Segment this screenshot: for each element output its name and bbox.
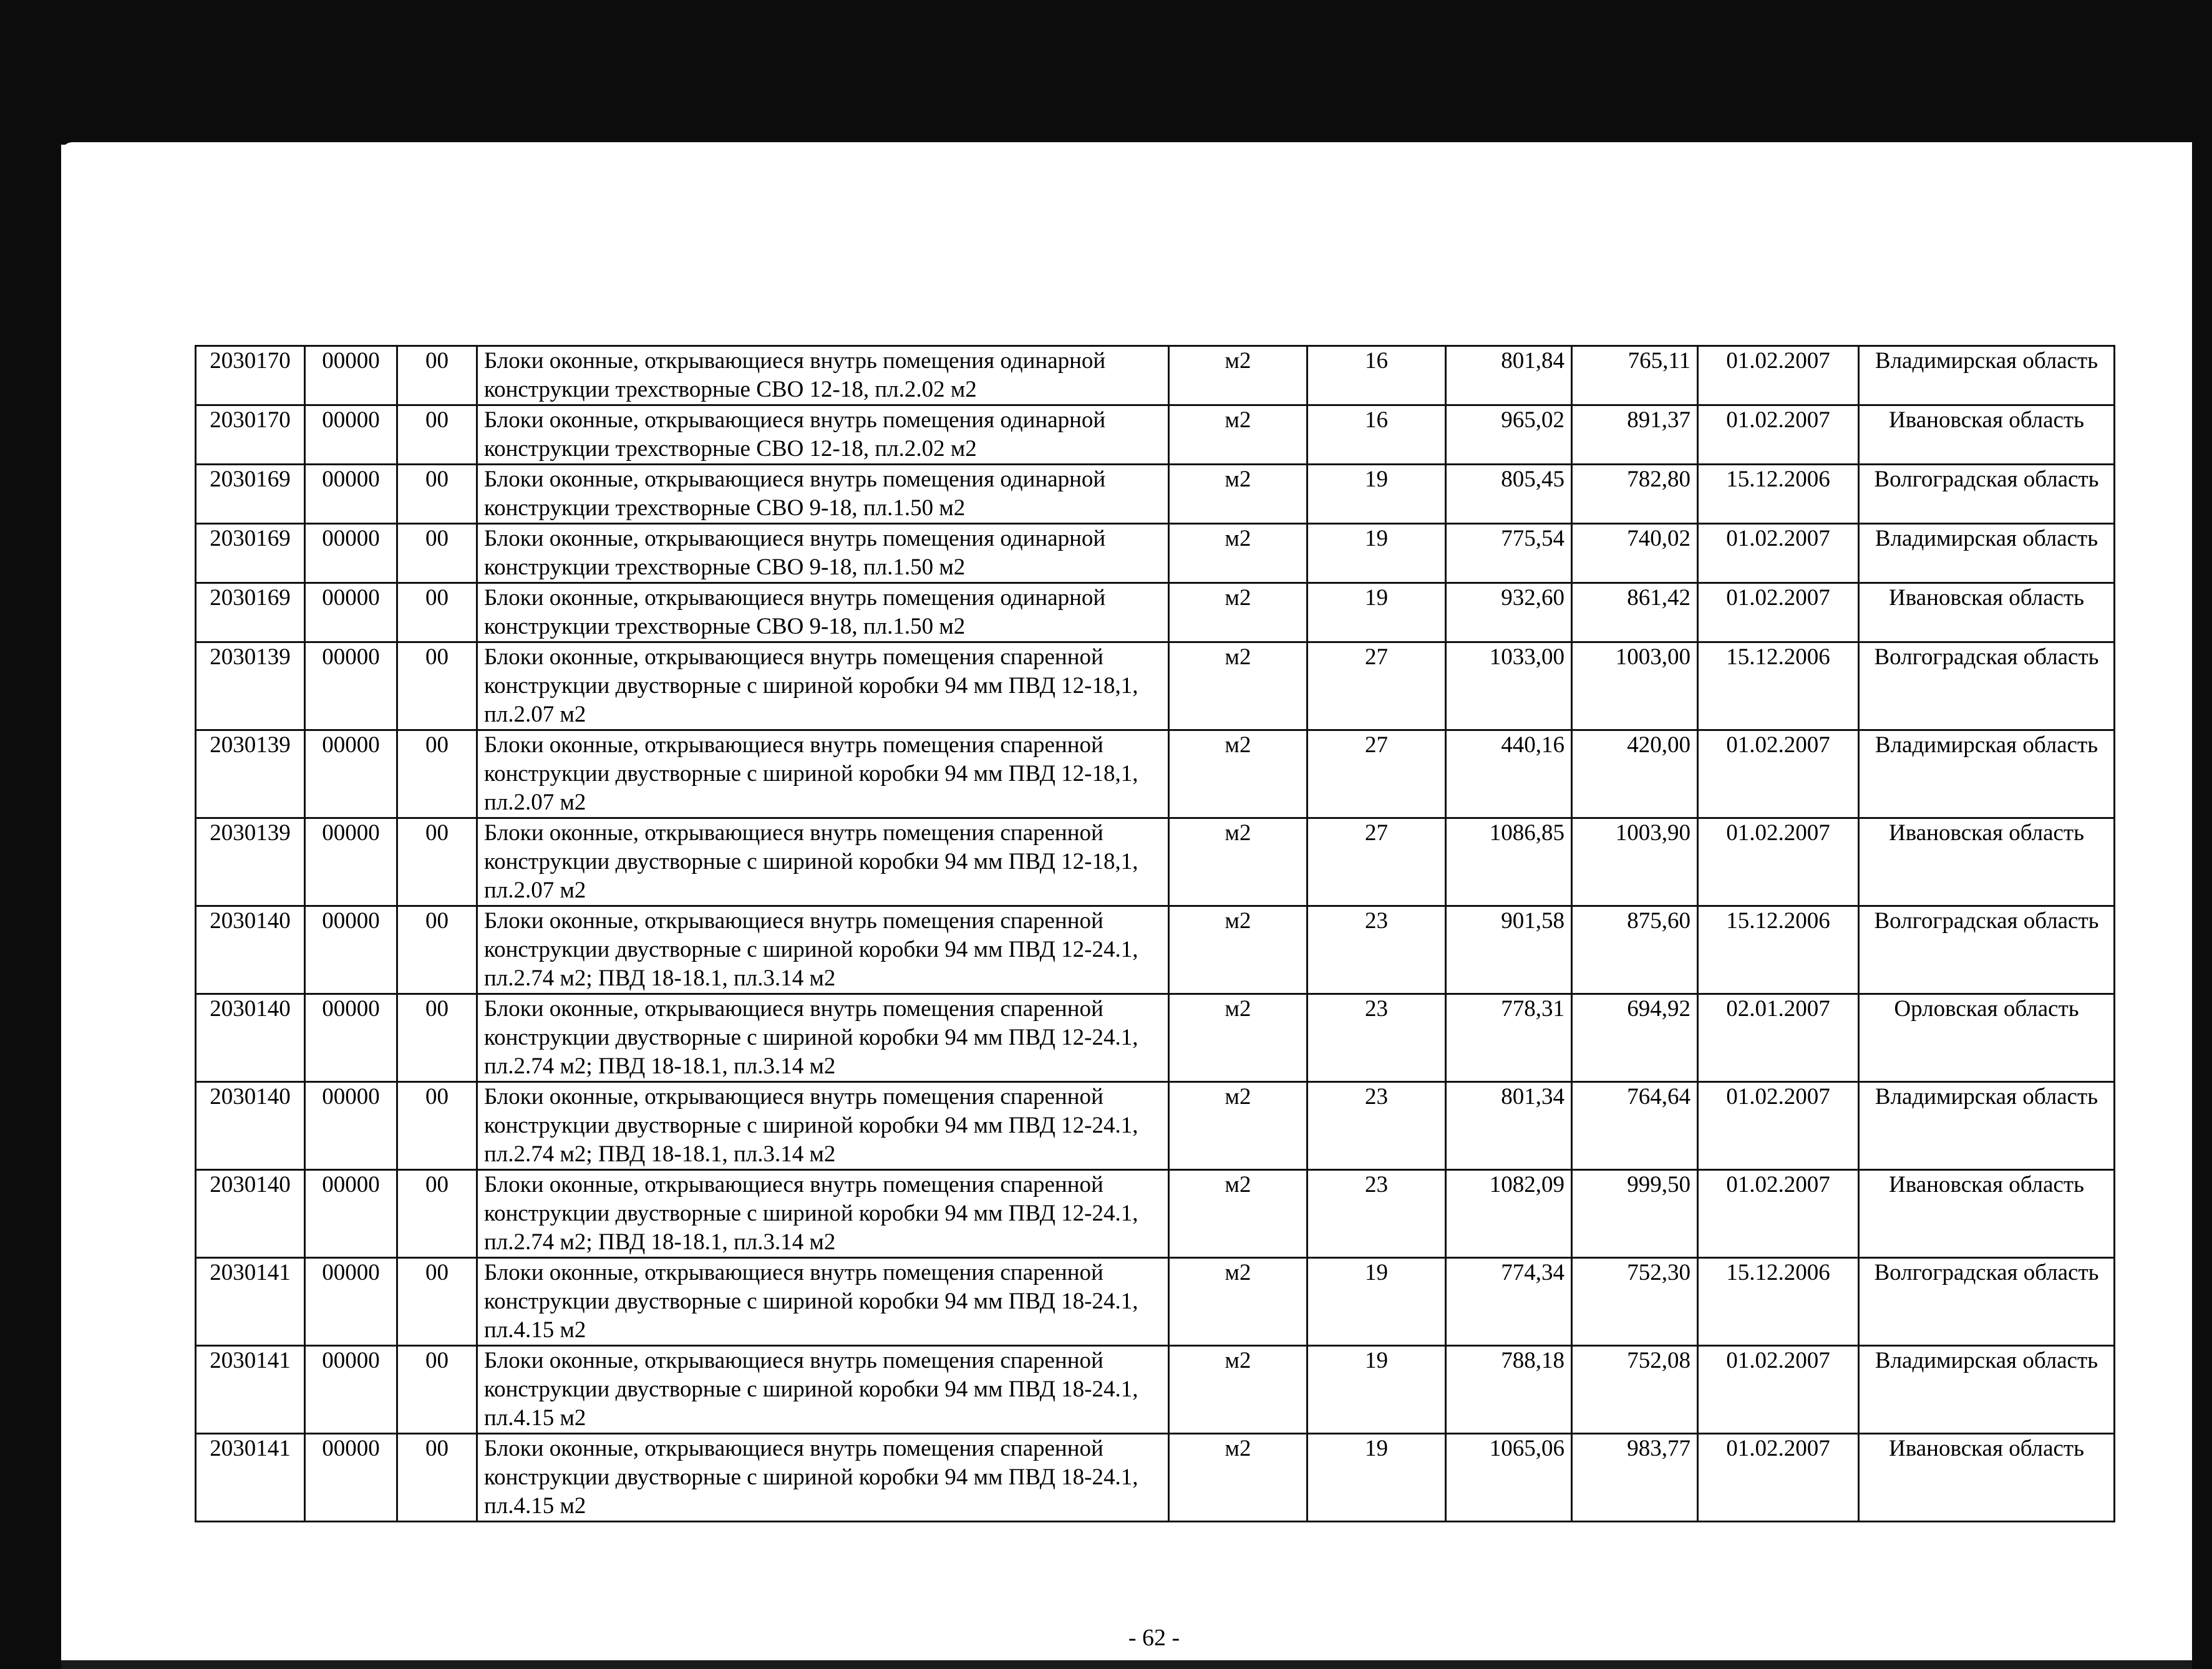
cell-subcode-2: 00 (397, 524, 477, 583)
cell-region: Ивановская область (1859, 583, 2115, 642)
cell-price-with-vat: 774,34 (1446, 1258, 1572, 1346)
cell-unit: м2 (1169, 346, 1307, 405)
cell-subcode: 00000 (305, 405, 397, 465)
cell-price: 694,92 (1572, 994, 1698, 1082)
cell-price: 752,08 (1572, 1346, 1698, 1434)
cell-date: 15.12.2006 (1698, 642, 1859, 730)
cell-region: Владимирская область (1859, 1082, 2115, 1170)
cell-price: 983,77 (1572, 1434, 1698, 1522)
cell-description: Блоки оконные, открывающиеся внутрь помещения спаренной конструкции двустворные с шириной коробки 94 мм ПВД 18-24.1, пл.4.15 м2 (477, 1258, 1169, 1346)
cell-unit: м2 (1169, 1170, 1307, 1258)
page-number: - 62 - (1128, 1625, 1180, 1651)
cell-subcode-2: 00 (397, 730, 477, 818)
cell-price-with-vat: 965,02 (1446, 405, 1572, 465)
cell-date: 01.02.2007 (1698, 405, 1859, 465)
cell-code: 2030169 (196, 465, 305, 524)
cell-unit: м2 (1169, 906, 1307, 994)
cell-quantity: 19 (1307, 465, 1446, 524)
price-table (195, 345, 2115, 1522)
cell-date: 01.02.2007 (1698, 818, 1859, 906)
cell-code: 2030170 (196, 346, 305, 405)
cell-date: 01.02.2007 (1698, 583, 1859, 642)
cell-date: 01.02.2007 (1698, 346, 1859, 405)
cell-unit: м2 (1169, 1346, 1307, 1434)
cell-code: 2030140 (196, 1170, 305, 1258)
scan-border-bottom (61, 1660, 2192, 1669)
cell-date: 15.12.2006 (1698, 906, 1859, 994)
cell-subcode-2: 00 (397, 346, 477, 405)
cell-date: 15.12.2006 (1698, 1258, 1859, 1346)
cell-unit: м2 (1169, 405, 1307, 465)
cell-price-with-vat: 805,45 (1446, 465, 1572, 524)
cell-quantity: 23 (1307, 1082, 1446, 1170)
cell-region: Волгоградская область (1859, 465, 2115, 524)
cell-subcode-2: 00 (397, 1434, 477, 1522)
cell-subcode: 00000 (305, 1170, 397, 1258)
cell-code: 2030139 (196, 730, 305, 818)
cell-date: 02.01.2007 (1698, 994, 1859, 1082)
cell-description: Блоки оконные, открывающиеся внутрь помещения спаренной конструкции двустворные с шириной коробки 94 мм ПВД 12-24.1, пл.2.74 м2; ПВД 18-18.1, пл.3.14 м2 (477, 1082, 1169, 1170)
cell-unit: м2 (1169, 1082, 1307, 1170)
cell-subcode: 00000 (305, 906, 397, 994)
cell-subcode-2: 00 (397, 994, 477, 1082)
cell-date: 01.02.2007 (1698, 1434, 1859, 1522)
cell-quantity: 19 (1307, 1258, 1446, 1346)
cell-subcode: 00000 (305, 642, 397, 730)
cell-subcode-2: 00 (397, 1346, 477, 1434)
cell-date: 15.12.2006 (1698, 465, 1859, 524)
cell-price-with-vat: 440,16 (1446, 730, 1572, 818)
cell-price-with-vat: 932,60 (1446, 583, 1572, 642)
cell-subcode: 00000 (305, 1258, 397, 1346)
cell-code: 2030140 (196, 906, 305, 994)
cell-subcode-2: 00 (397, 465, 477, 524)
cell-price-with-vat: 801,34 (1446, 1082, 1572, 1170)
cell-quantity: 19 (1307, 583, 1446, 642)
cell-price: 765,11 (1572, 346, 1698, 405)
cell-price-with-vat: 1086,85 (1446, 818, 1572, 906)
table-row (196, 906, 2115, 994)
cell-price: 1003,00 (1572, 642, 1698, 730)
cell-unit: м2 (1169, 465, 1307, 524)
cell-subcode: 00000 (305, 583, 397, 642)
cell-price-with-vat: 901,58 (1446, 906, 1572, 994)
cell-date: 01.02.2007 (1698, 1170, 1859, 1258)
cell-unit: м2 (1169, 1434, 1307, 1522)
cell-region: Владимирская область (1859, 346, 2115, 405)
table-row (196, 1082, 2115, 1170)
cell-subcode-2: 00 (397, 906, 477, 994)
cell-description: Блоки оконные, открывающиеся внутрь помещения спаренной конструкции двустворные с шириной коробки 94 мм ПВД 12-18,1, пл.2.07 м2 (477, 730, 1169, 818)
cell-unit: м2 (1169, 994, 1307, 1082)
table-row (196, 583, 2115, 642)
cell-price: 1003,90 (1572, 818, 1698, 906)
cell-price: 782,80 (1572, 465, 1698, 524)
cell-code: 2030139 (196, 818, 305, 906)
cell-unit: м2 (1169, 1258, 1307, 1346)
cell-quantity: 19 (1307, 1346, 1446, 1434)
cell-subcode-2: 00 (397, 642, 477, 730)
table-row (196, 1346, 2115, 1434)
cell-region: Владимирская область (1859, 1346, 2115, 1434)
cell-description: Блоки оконные, открывающиеся внутрь помещения одинарной конструкции трехстворные СВО 9-18, пл.1.50 м2 (477, 583, 1169, 642)
cell-subcode: 00000 (305, 818, 397, 906)
cell-price: 861,42 (1572, 583, 1698, 642)
cell-quantity: 19 (1307, 1434, 1446, 1522)
cell-subcode: 00000 (305, 730, 397, 818)
cell-description: Блоки оконные, открывающиеся внутрь помещения спаренной конструкции двустворные с шириной коробки 94 мм ПВД 12-24.1, пл.2.74 м2; ПВД 18-18.1, пл.3.14 м2 (477, 994, 1169, 1082)
cell-quantity: 16 (1307, 405, 1446, 465)
cell-price: 740,02 (1572, 524, 1698, 583)
table-row (196, 1434, 2115, 1522)
table-row (196, 346, 2115, 405)
cell-subcode-2: 00 (397, 583, 477, 642)
cell-date: 01.02.2007 (1698, 1346, 1859, 1434)
cell-code: 2030140 (196, 994, 305, 1082)
cell-description: Блоки оконные, открывающиеся внутрь помещения спаренной конструкции двустворные с шириной коробки 94 мм ПВД 18-24.1, пл.4.15 м2 (477, 1346, 1169, 1434)
cell-price: 752,30 (1572, 1258, 1698, 1346)
cell-quantity: 16 (1307, 346, 1446, 405)
cell-date: 01.02.2007 (1698, 730, 1859, 818)
cell-subcode-2: 00 (397, 405, 477, 465)
cell-price: 764,64 (1572, 1082, 1698, 1170)
cell-unit: м2 (1169, 642, 1307, 730)
cell-unit: м2 (1169, 730, 1307, 818)
table-row (196, 642, 2115, 730)
cell-price: 420,00 (1572, 730, 1698, 818)
cell-price-with-vat: 775,54 (1446, 524, 1572, 583)
cell-subcode: 00000 (305, 524, 397, 583)
table-row (196, 465, 2115, 524)
cell-region: Ивановская область (1859, 1170, 2115, 1258)
cell-description: Блоки оконные, открывающиеся внутрь помещения одинарной конструкции трехстворные СВО 9-18, пл.1.50 м2 (477, 524, 1169, 583)
cell-region: Волгоградская область (1859, 642, 2115, 730)
cell-subcode: 00000 (305, 994, 397, 1082)
cell-price: 999,50 (1572, 1170, 1698, 1258)
cell-region: Владимирская область (1859, 730, 2115, 818)
table-row (196, 1258, 2115, 1346)
cell-date: 01.02.2007 (1698, 524, 1859, 583)
table-row (196, 1170, 2115, 1258)
cell-region: Орловская область (1859, 994, 2115, 1082)
cell-unit: м2 (1169, 818, 1307, 906)
cell-description: Блоки оконные, открывающиеся внутрь помещения спаренной конструкции двустворные с шириной коробки 94 мм ПВД 12-18,1, пл.2.07 м2 (477, 642, 1169, 730)
cell-code: 2030170 (196, 405, 305, 465)
cell-price: 891,37 (1572, 405, 1698, 465)
cell-description: Блоки оконные, открывающиеся внутрь помещения одинарной конструкции трехстворные СВО 9-18, пл.1.50 м2 (477, 465, 1169, 524)
cell-description: Блоки оконные, открывающиеся внутрь помещения спаренной конструкции двустворные с шириной коробки 94 мм ПВД 12-18,1, пл.2.07 м2 (477, 818, 1169, 906)
cell-code: 2030140 (196, 1082, 305, 1170)
cell-description: Блоки оконные, открывающиеся внутрь помещения спаренной конструкции двустворные с шириной коробки 94 мм ПВД 12-24.1, пл.2.74 м2; ПВД 18-18.1, пл.3.14 м2 (477, 906, 1169, 994)
scan-border-right (2192, 125, 2212, 1669)
cell-code: 2030141 (196, 1434, 305, 1522)
cell-description: Блоки оконные, открывающиеся внутрь помещения спаренной конструкции двустворные с шириной коробки 94 мм ПВД 18-24.1, пл.4.15 м2 (477, 1434, 1169, 1522)
table-row (196, 405, 2115, 465)
cell-subcode-2: 00 (397, 818, 477, 906)
cell-quantity: 23 (1307, 1170, 1446, 1258)
cell-code: 2030141 (196, 1346, 305, 1434)
cell-quantity: 27 (1307, 730, 1446, 818)
cell-region: Ивановская область (1859, 818, 2115, 906)
cell-quantity: 23 (1307, 906, 1446, 994)
cell-region: Волгоградская область (1859, 1258, 2115, 1346)
cell-description: Блоки оконные, открывающиеся внутрь помещения спаренной конструкции двустворные с шириной коробки 94 мм ПВД 12-24.1, пл.2.74 м2; ПВД 18-18.1, пл.3.14 м2 (477, 1170, 1169, 1258)
cell-subcode: 00000 (305, 1434, 397, 1522)
cell-price-with-vat: 801,84 (1446, 346, 1572, 405)
cell-subcode-2: 00 (397, 1082, 477, 1170)
cell-quantity: 23 (1307, 994, 1446, 1082)
cell-price-with-vat: 1065,06 (1446, 1434, 1572, 1522)
cell-price-with-vat: 1082,09 (1446, 1170, 1572, 1258)
cell-subcode: 00000 (305, 1346, 397, 1434)
cell-subcode: 00000 (305, 346, 397, 405)
cell-quantity: 27 (1307, 642, 1446, 730)
cell-subcode-2: 00 (397, 1258, 477, 1346)
cell-description: Блоки оконные, открывающиеся внутрь помещения одинарной конструкции трехстворные СВО 12-18, пл.2.02 м2 (477, 405, 1169, 465)
table-row (196, 730, 2115, 818)
cell-code: 2030141 (196, 1258, 305, 1346)
table-row (196, 524, 2115, 583)
cell-unit: м2 (1169, 524, 1307, 583)
cell-description: Блоки оконные, открывающиеся внутрь помещения одинарной конструкции трехстворные СВО 12-18, пл.2.02 м2 (477, 346, 1169, 405)
cell-quantity: 27 (1307, 818, 1446, 906)
cell-region: Ивановская область (1859, 405, 2115, 465)
cell-price-with-vat: 778,31 (1446, 994, 1572, 1082)
cell-subcode: 00000 (305, 465, 397, 524)
cell-subcode-2: 00 (397, 1170, 477, 1258)
scan-border-top (0, 0, 2212, 145)
cell-unit: м2 (1169, 583, 1307, 642)
cell-code: 2030169 (196, 524, 305, 583)
scan-border-left (0, 125, 61, 1669)
cell-price: 875,60 (1572, 906, 1698, 994)
table-row (196, 994, 2115, 1082)
cell-code: 2030169 (196, 583, 305, 642)
cell-price-with-vat: 1033,00 (1446, 642, 1572, 730)
cell-quantity: 19 (1307, 524, 1446, 583)
table-row (196, 818, 2115, 906)
table-body (196, 346, 2115, 1522)
cell-price-with-vat: 788,18 (1446, 1346, 1572, 1434)
cell-region: Владимирская область (1859, 524, 2115, 583)
cell-date: 01.02.2007 (1698, 1082, 1859, 1170)
cell-subcode: 00000 (305, 1082, 397, 1170)
cell-code: 2030139 (196, 642, 305, 730)
cell-region: Волгоградская область (1859, 906, 2115, 994)
cell-region: Ивановская область (1859, 1434, 2115, 1522)
